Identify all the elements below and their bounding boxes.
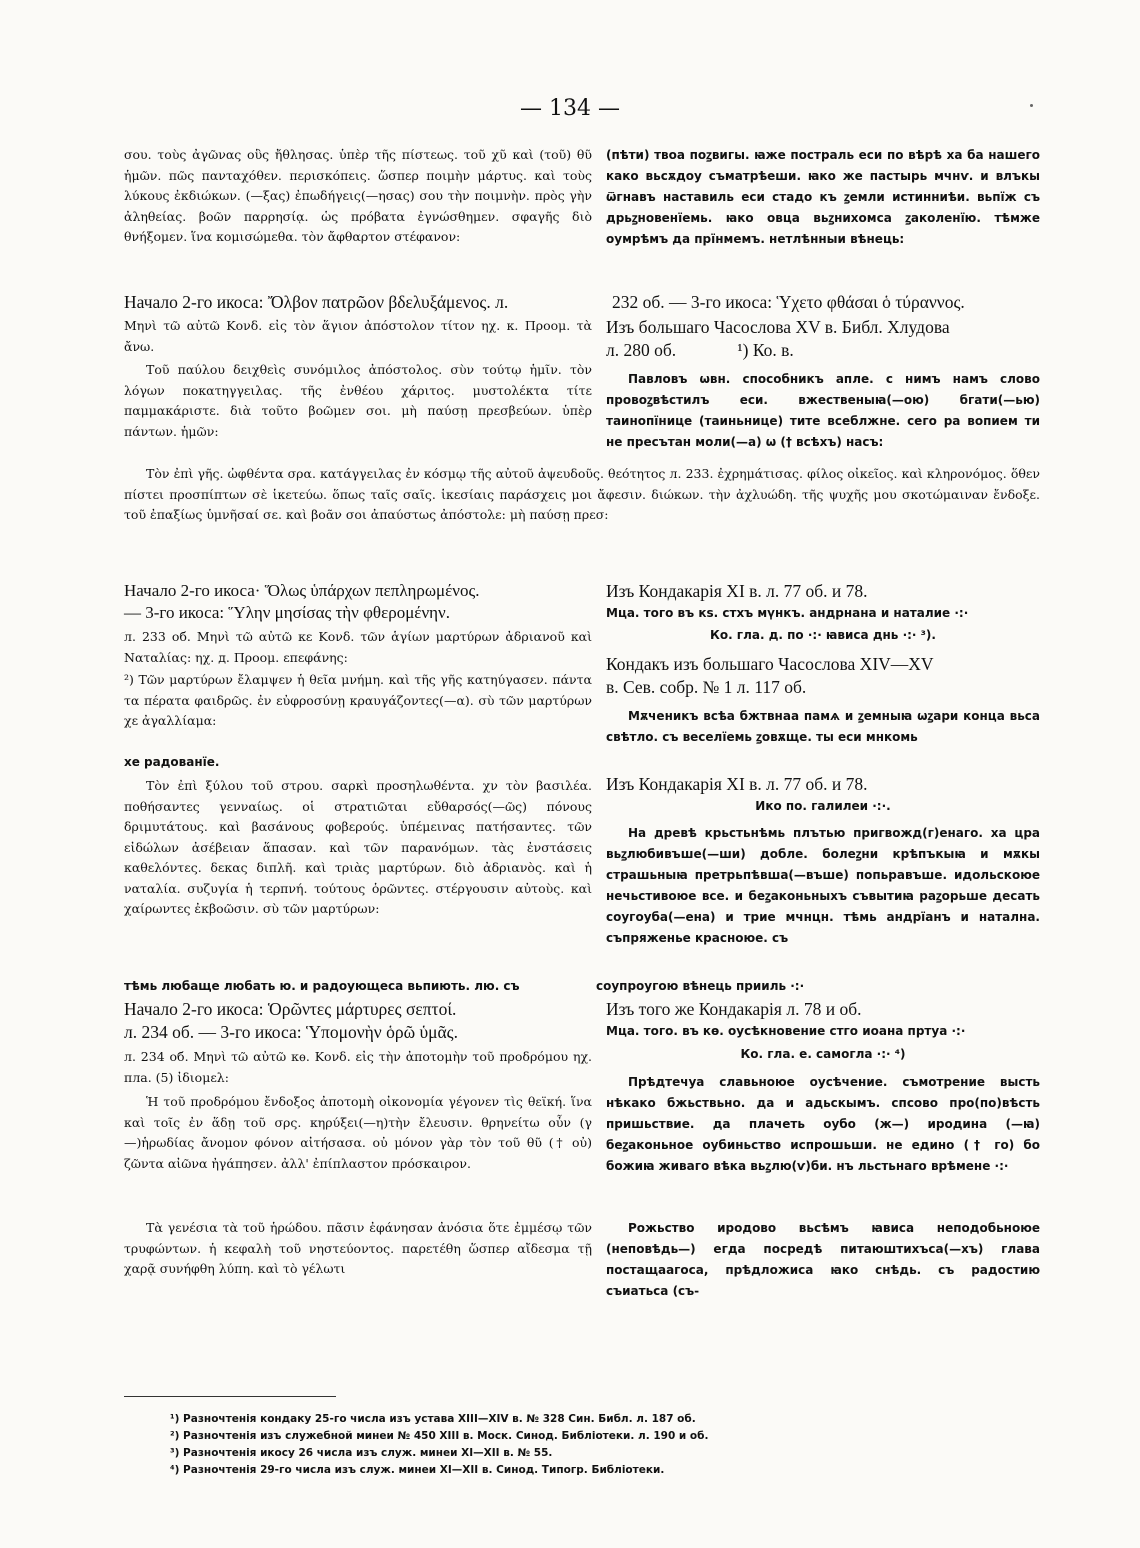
slavonic-text-block: Рожьство иродово вьсѣмъ ꙗвиса неподобьноюе (неповѣдь—) егда посредѣ питаюштихъса(—хъ) глава постащаагоса, прѣдложиса ꙗко снѣдь. съ радостию съиатьса (съ- [606,1221,1040,1298]
footnote: ⁴) Разночтенія 29-го числа изъ служ. минеи XI—XII в. Синод. Типогр. Библіотеки. [170,1464,665,1476]
greek-text-block: Τοῦ παύλου δειχθεὶς συνόμιλος ἀπόστολος. σὺν τούτῳ ἡμῖν. τὸν λόγων ποκατηγγειλας. τῆς ἐνθέου χάριτος. μυστολέκτα τίτε παμμακάριστε. διὰ τοῦτο βοῶμεν σοι. μὴ παύσῃ πρεσβεύων. ὑπὲρ πάντων. ἡμῶν: [124,362,592,439]
slavonic-line: хе радованїе. [124,755,220,769]
slavonic-line: Мца. того. въ кѳ. оусѣкновение стго иоана пртуа ·:· [606,1024,966,1038]
slavonic-line: Ико по. галилеи ·:·. [755,799,891,813]
icos-heading: Начало 2-го икоса: Ὁρῶντες μάρτυρες σεπτοί. [124,999,457,1019]
source-heading: Изъ Кондакарія XI в. л. 77 об. и 78. [606,774,868,794]
kontakion-heading: л. 234 об. Μηνὶ τῶ αὐτῶ кѳ. Κονδ. εἰς τὴν ἀποτομὴν τοῦ προδρόμου ηχ. пла. (5) ἰδιομελ: [124,1049,592,1085]
footnote-rule [124,1396,336,1397]
source-heading: Изъ Кондакарія XI в. л. 77 об. и 78. [606,581,868,601]
icos-heading: Начало 2-го икоса: Ὄλβον πατρῶον βδελυξάμενος. л. [124,292,509,312]
slavonic-text-block: Прѣдтечуа славьноюе оусѣчение. съмотрение высть нѣкако бжьствьно. да и адьскымъ. спсово про(по)вѣсть пришьствие. да плачеть оубо (ж—) иродина (—ꙗ) беꙁаконьное оубиньство испрошьши. не едино († го) бо божиꙗ живаго вѣка вьꙁлю(ѵ)би. нъ льстьнаго врѣмене ·:· [606,1075,1040,1173]
source-heading: Изъ большаго Часослова XV в. Библ. Хлудова [606,317,950,337]
greek-text-block: Τὰ γενέσια τὰ τοῦ ἡρώδου. πᾶσιν ἐφάνησαν ἀνόσια ὅτε ἐμμέσῳ τῶν τρυφώντων. ἡ κεφαλὴ τοῦ νηστεύοντος. παρετέθη ὥσπερ αἴδεσμα τῇ χαρᾷ συνήφθη λύπη. καὶ τὸ γέλωτι [124,1220,592,1276]
icos-heading: — 3-го икоса: Ὕλην μησίσας τὴν φθερομένην. [124,603,450,622]
kontakion-heading: Μηνὶ τῶ αὐτῶ Κονδ. εἰς τὸν ἅγιον ἀπόστολον τίτον ηχ. к. Προομ. τὰ ἄνω. [124,318,592,354]
slavonic-line: Ко. гла. е. самогла ·:· ⁴) [740,1047,906,1061]
slavonic-text-block: Мѫченикъ всѣа бжтвнаа памѧ и ꙁемныꙗ ѡꙁари конца вьса свѣтло. съ веселїемь ꙁовѫще. ты еси мнкомь [606,709,1040,744]
page-number: — 134 — [520,96,620,121]
footnote: ¹) Разночтенія кондаку 25-го числа изъ устава XIII—XIV в. № 328 Син. Библ. л. 187 об. [170,1413,696,1425]
slavonic-text-block: (пѣти) твоа поꙁвигы. ꙗже постраль еси по вѣрѣ ха ба нашего како вьсѫдоу съматрѣеши. ꙗко же пастырь мчнѵ. и влъкы ѿгнавъ наставиль еси стадо къ ꙁемли истинниѣи. вьпїж съ дрьꙁновенїемь. ꙗко овца вьꙁнихомса ꙁаколенїю. тѣмже оумрѣмъ да прїнмемъ. нетлѣнныи вѣнець: [606,148,1040,246]
source-heading: Кондакъ изъ большаго Часослова XIV—XV [606,654,934,674]
greek-text-block: σου. τοὺς ἀγῶνας οὓς ἤθλησας. ὑπὲρ τῆς πίστεως. τοῦ χῦ καὶ (τοῦ) θῦ ἡμῶν. πῶς πανταχόθεν. περισκόπεις. ὥσπερ ποιμὴν μάρτυς. καὶ τοὺς λύκους ἐκδιώκων. (—ξας) ἐπωδήγεις(—ησας) σου τὴν ποιμνὴν. πρὸς γὴν ἀληθείας. βοῶν παρρησίᾳ. ὡς πρόβατα ἐγνώσθημεν. σφαγῆς διὸ θνήξομεν. ἵνα κομισώμεθα. τὸν ἄφθαρτον στέφανον: [124,147,592,244]
slavonic-text-block: Павловъ ѡвн. способникъ апле. с нимъ намъ слово провоꙁвѣстилъ еси. вжественыꙗ(—ою) бгати(—ью) таинопїнице (таиньнице) тите всеблжне. сего ра вопием ти не пресътан моли(—а) ω († всѣхъ) насъ: [606,372,1040,449]
icos-heading: Начало 2-го икоса· Ὅλως ὑπάρχων πεπληρωμένος. [124,581,480,600]
slavonic-line: Ко. гла. д. по ·:· ꙗвиса днь ·:· ³). [710,628,936,642]
slavonic-line: Мца. того въ кѕ. стхъ мүнкъ. андрнана и наталие ·:· [606,606,969,620]
icos-heading: 232 об. — 3-го икоса: Ὑχετο φθάσαι ὁ τύραννος. [612,292,965,312]
source-heading: л. 280 об. ¹) Ко. в. [606,340,794,360]
speck-mark [1030,104,1033,107]
source-heading: в. Сев. собр. № 1 л. 117 об. [606,677,807,697]
greek-text-block: ²) Τῶν μαρτύρων ἔλαμψεν ἡ θεῖα μνήμη. καὶ τῆς γῆς κατηύγασεν. πάντα τα πέρατα φαιδρῶς. ἐν εὐφροσύνῃ κραυγάζοντες(—α). σὺ τῶν μαρτύρων χε ἀγαλλίαμα: [124,672,592,728]
slavonic-text-block: На древѣ крьстьнѣмь плътью пригвожд(г)енаго. ха цра вьꙁлюбивъше(—ши) добле. болеꙁни крѣпъкыꙗ и мѫкы страшьныꙗ претрьпѣвша(—въше) попьравъше. идольскоюе нечьстивоюе все. и беꙁаконьныхъ съвытиꙗ раꙁорьше десать соугоуба(—ена) и трие мчнцн. тѣмь андрїанъ и натална. съпряженье красноюе. съ [606,826,1040,945]
footnote: ³) Разночтенія икосу 26 числа изъ служ. минеи XI—XII в. № 55. [170,1447,553,1459]
icos-heading: л. 234 об. — 3-го икоса: Ὑπομονὴν ὁρῶ ὑμᾶς. [124,1022,458,1042]
greek-text-block: Τὸν ἐπὶ ξύλου τοῦ στρου. σαρκὶ προσηλωθέντα. χν τὸν βασιλέα. ποθήσαντες γενναίως. οἱ στρατιῶται εὔθαρσός(—ῶς) πόνους δριμυτάτους. καὶ βασάνους φοβερούς. ὑπέμεινας πατήσαντες. τῶν εἰδώλων ἀσέβειαν ἅπασαν. καὶ τῶν παρανόμων. τὰς ἐνστάσεις καθελόντες. δεκας διπλῆ. καὶ τριὰς μαρτύρων. διὸ ἀδριανὸς. καὶ ἡ ναταλία. συζυγία ἡ τερπνή. τούτους ὁρῶντες. στέργουσιν αὐτοὺς. καὶ χαίρωντες ἐκβοῶσιν. σὺ τῶν μαρτύρων: [124,778,592,916]
footnote: ²) Разночтенія изъ служебной минеи № 450 XIII в. Моск. Синод. Библіотеки. л. 190 и об. [170,1430,709,1442]
source-heading: Изъ того же Кондакарія л. 78 и об. [606,999,862,1019]
kontakion-heading: л. 233 об. Μηνὶ τῶ αὐτῶ κε Κονδ. τῶν ἁγίων μαρτύρων ἀδριανοῦ καὶ Ναταλίας: ηχ. д. Προομ. επεφάνης: [124,629,592,665]
slavonic-line: тѣмь любаще любать ю. и радоующеса вьпиють. лю. съ [124,979,520,993]
greek-text-block: Τὸν ἐπὶ γῆς. ὠφθέντα σρα. κατάγγειλας ἐν κόσμῳ τῆς αὐτοῦ ἀψευδοῦς. θεότητος л. 233. ἐχρημάτισας. φίλος οἰκεῖος. καὶ κληρονόμος. ὅθεν πίστει προσπίπτων σὲ ἱκετεύω. ὅπως ταῖς σαῖς. ἱκεσίαις παράσχεις μοι ἄφεσιν. διώκων. τὴν ἀχλυώδη. τῆς ψυχῆς μου σκοτώμαιναν ἔνδοξε. τοῦ ἐπαξίως ὑμνῆσαί σε. καὶ βοᾶν σοι ἀπαύστως ἀπόστολε: μὴ παύσῃ πρεσ: [124,466,1040,522]
greek-text-block: Ἡ τοῦ προδρόμου ἔνδοξος ἀποτομὴ οἰκονομία γέγονεν τὶς θεϊκή. ἵνα καὶ τοῖς ἐν ἅδῃ τοῦ σρς. κηρύξει(—η)τὴν ἔλευσιν. θρηνείτω οὖν (γ—)ἡρωδίας ἄνομον φόνον αἰτήσασα. οὐ μόνον γὰρ τὸν τοῦ θῦ († οὐ) ζῶντα αἰῶνα ἠγάπησεν. ἀλλ' ἐπίπλαστον πρόσκαιρον. [124,1094,592,1171]
slavonic-line: соупроугою вѣнець прииль ·:· [596,979,805,993]
